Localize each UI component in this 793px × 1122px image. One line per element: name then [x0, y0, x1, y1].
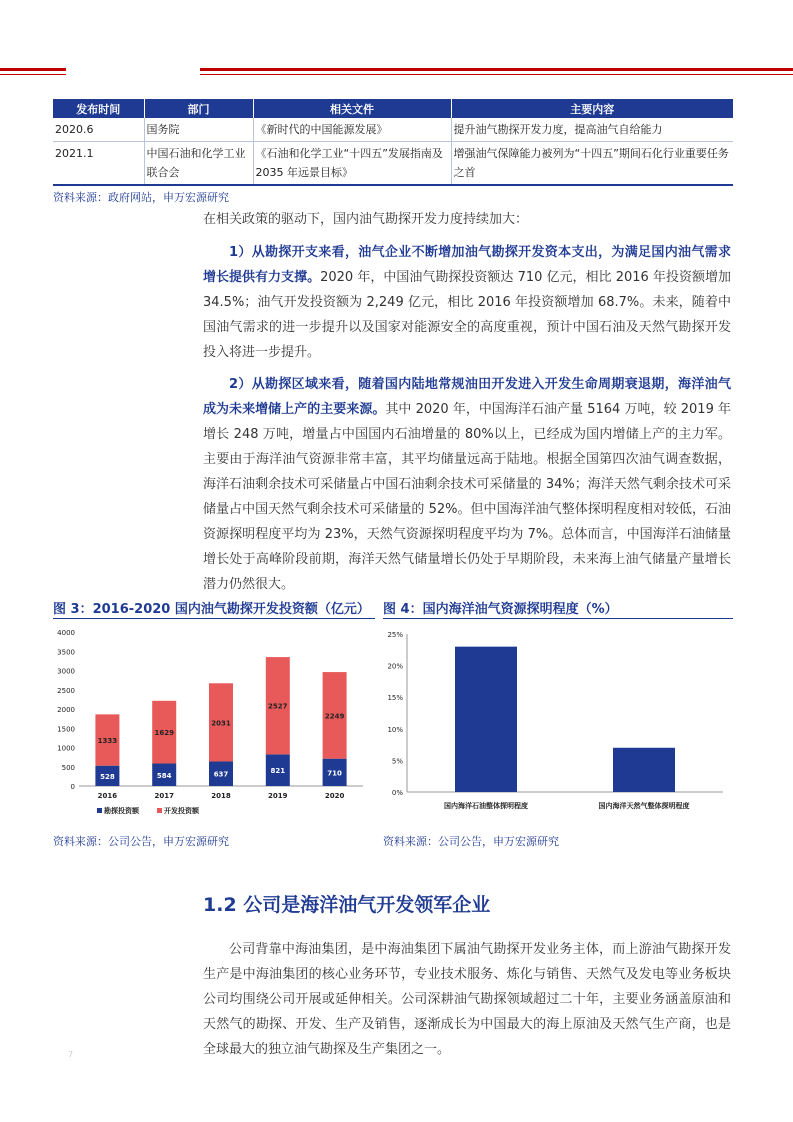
column-header: 发布时间 [53, 99, 144, 118]
company-paragraph: 公司背靠中海油集团，是中海油集团下属油气勘探开发业务主体，而上游油气勘探开发生产是中海油集团的核心业务环节，专业技术服务、炼化与销售、天然气及发电等业务板块公司均围绕公司开展或延伸相关。公司深耕油气勘探领域超过二十年，主要业务涵盖原油和天然气的勘探、开发、生产及销售，逐渐成长为中国最大的海上原油及天然气生产商，也是全球最大的独立油气勘探及生产集团之一。 [203, 942, 731, 1057]
paragraph-lead: 1）从勘探开支来看，油气企业不断增加油气勘探开发资本支出，为满足国内油气需求增长提供有力支撑。 [203, 245, 731, 285]
data-label: 710 [327, 769, 342, 778]
y-tick-label: 3000 [57, 667, 75, 676]
y-tick-label: 2000 [57, 706, 75, 714]
y-tick-label: 2500 [57, 686, 75, 695]
header-rule-left-thin [0, 74, 66, 75]
paragraph-exploration-spending [203, 240, 731, 365]
paragraph-lead: 2）从勘探区域来看，随着国内陆地常规油田开发进入开发生命周期衰退期，海洋油气成为未来增储上产的主要来源。 [203, 377, 731, 417]
y-tick-label: 20% [387, 662, 403, 671]
y-tick-label: 25% [387, 631, 403, 639]
paragraph-body: 2020 年，中国油气勘探投资额达 710 亿元，相比 2016 年投资额增加 34.5%；油气开发投资额为 2,249 亿元，相比 2016 年投资额增加 68.7%。未来，随着中国油气需求的进一步提升以及国家对能源安全的高度重视，预计中国石油及天然气勘探开发投入将进一步提升。 [203, 270, 731, 360]
column-header: 部门 [144, 99, 253, 118]
x-tick-label: 国内海洋石油整体探明程度 [444, 802, 528, 810]
cell-dept: 中国石油和化学工业联合会 [144, 142, 253, 186]
y-tick-label: 3500 [57, 648, 75, 657]
y-tick-label: 500 [61, 763, 75, 772]
data-label: 2249 [324, 712, 345, 721]
bar-value [613, 748, 675, 792]
data-label: 1629 [154, 729, 174, 738]
section-heading: 1.2 公司是海洋油气开发领军企业 [203, 894, 491, 916]
cell-doc: 《新时代的中国能源发展》 [253, 118, 451, 142]
figure3-title: 图 3：2016-2020 国内油气勘探开发投资额（亿元） [53, 602, 370, 617]
column-header: 主要内容 [451, 99, 733, 118]
cell-content: 增强油气保障能力被列为“十四五”期间石化行业重要任务之首 [451, 142, 733, 186]
header-rule-right-thin [200, 74, 793, 75]
y-tick-label: 15% [387, 694, 403, 703]
figure3-rule [53, 618, 375, 619]
cell-date: 2021.1 [53, 142, 144, 186]
column-header: 相关文件 [253, 99, 451, 118]
cell-date: 2020.6 [53, 118, 144, 142]
x-tick-label: 2018 [211, 792, 231, 800]
legend-label: 勘探投资额 [104, 807, 139, 815]
data-label: 2031 [211, 719, 231, 728]
y-tick-label: 0 [70, 783, 75, 791]
y-tick-label: 10% [387, 725, 403, 734]
page-number: 7 [68, 1050, 74, 1059]
figure4-rule [383, 618, 733, 619]
bar-value [455, 647, 517, 792]
figure3-source: 资料来源：公司公告，申万宏源研究 [53, 835, 229, 848]
legend-label: 开发投资额 [164, 807, 199, 815]
data-label: 637 [213, 770, 229, 779]
header-rule-right [200, 68, 793, 71]
policy-table [53, 99, 733, 186]
table-row [53, 118, 733, 142]
x-tick-label: 2020 [324, 792, 345, 800]
x-tick-label: 2017 [154, 792, 174, 800]
cell-dept: 国务院 [144, 118, 253, 142]
x-tick-label: 国内海洋天然气整体探明程度 [598, 802, 690, 810]
y-tick-label: 0% [391, 789, 403, 797]
data-label: 2527 [268, 702, 288, 711]
data-label: 528 [100, 772, 115, 781]
y-tick-label: 1500 [57, 725, 75, 734]
table-source: 资料来源：政府网站，申万宏源研究 [53, 191, 229, 204]
legend-swatch [97, 808, 102, 813]
legend-swatch [157, 808, 162, 813]
data-label: 821 [270, 767, 286, 776]
y-tick-label: 5% [391, 757, 403, 766]
data-label: 584 [156, 771, 172, 780]
header-rule-left [0, 68, 66, 71]
intro-paragraph: 在相关政策的驱动下，国内油气勘探开发力度持续加大： [203, 212, 529, 227]
table-header-row [53, 99, 733, 118]
data-label: 1333 [97, 737, 118, 746]
figure4-source: 资料来源：公司公告，申万宏源研究 [383, 835, 559, 848]
x-tick-label: 2019 [268, 792, 288, 800]
cell-doc: 《石油和化学工业“十四五”发展指南及 2035 年远景目标》 [253, 142, 451, 186]
y-tick-label: 1000 [57, 744, 75, 753]
table-row [53, 142, 733, 186]
paragraph-body: 其中 2020 年，中国海洋石油产量 5164 万吨，较 2019 年增长 248 万吨，增量占中国国内石油增量的 80%以上，已经成为国内增储上产的主力军。主要由于海洋油气资源非常丰富，其平均储量远高于陆地。根据全国第四次油气调查数据，海洋石油剩余技术可采储量占中国石油剩余技术可采储量的 34%；海洋天然气剩余技术可采储量占中国天然气剩余技术可采储量的 52%。但中国海洋油气整体探明程度相对较低，石油资源探明程度平均为 23%，天然气资源探明程度平均为 7%。总体而言，中国海洋石油储量增长处于高峰阶段前期，海洋天然气储量增长仍处于早期阶段，未来海上油气储量产量增长潜力仍然很大。 [203, 402, 731, 592]
x-tick-label: 2016 [97, 792, 118, 800]
figure4-title: 图 4：国内海洋油气资源探明程度（%） [383, 602, 618, 617]
figure3-chart [53, 622, 375, 822]
y-tick-label: 4000 [57, 629, 75, 637]
paragraph-exploration-region [203, 372, 731, 597]
figure4-chart [383, 622, 733, 822]
cell-content: 提升油气勘探开发力度，提高油气自给能力 [451, 118, 733, 142]
